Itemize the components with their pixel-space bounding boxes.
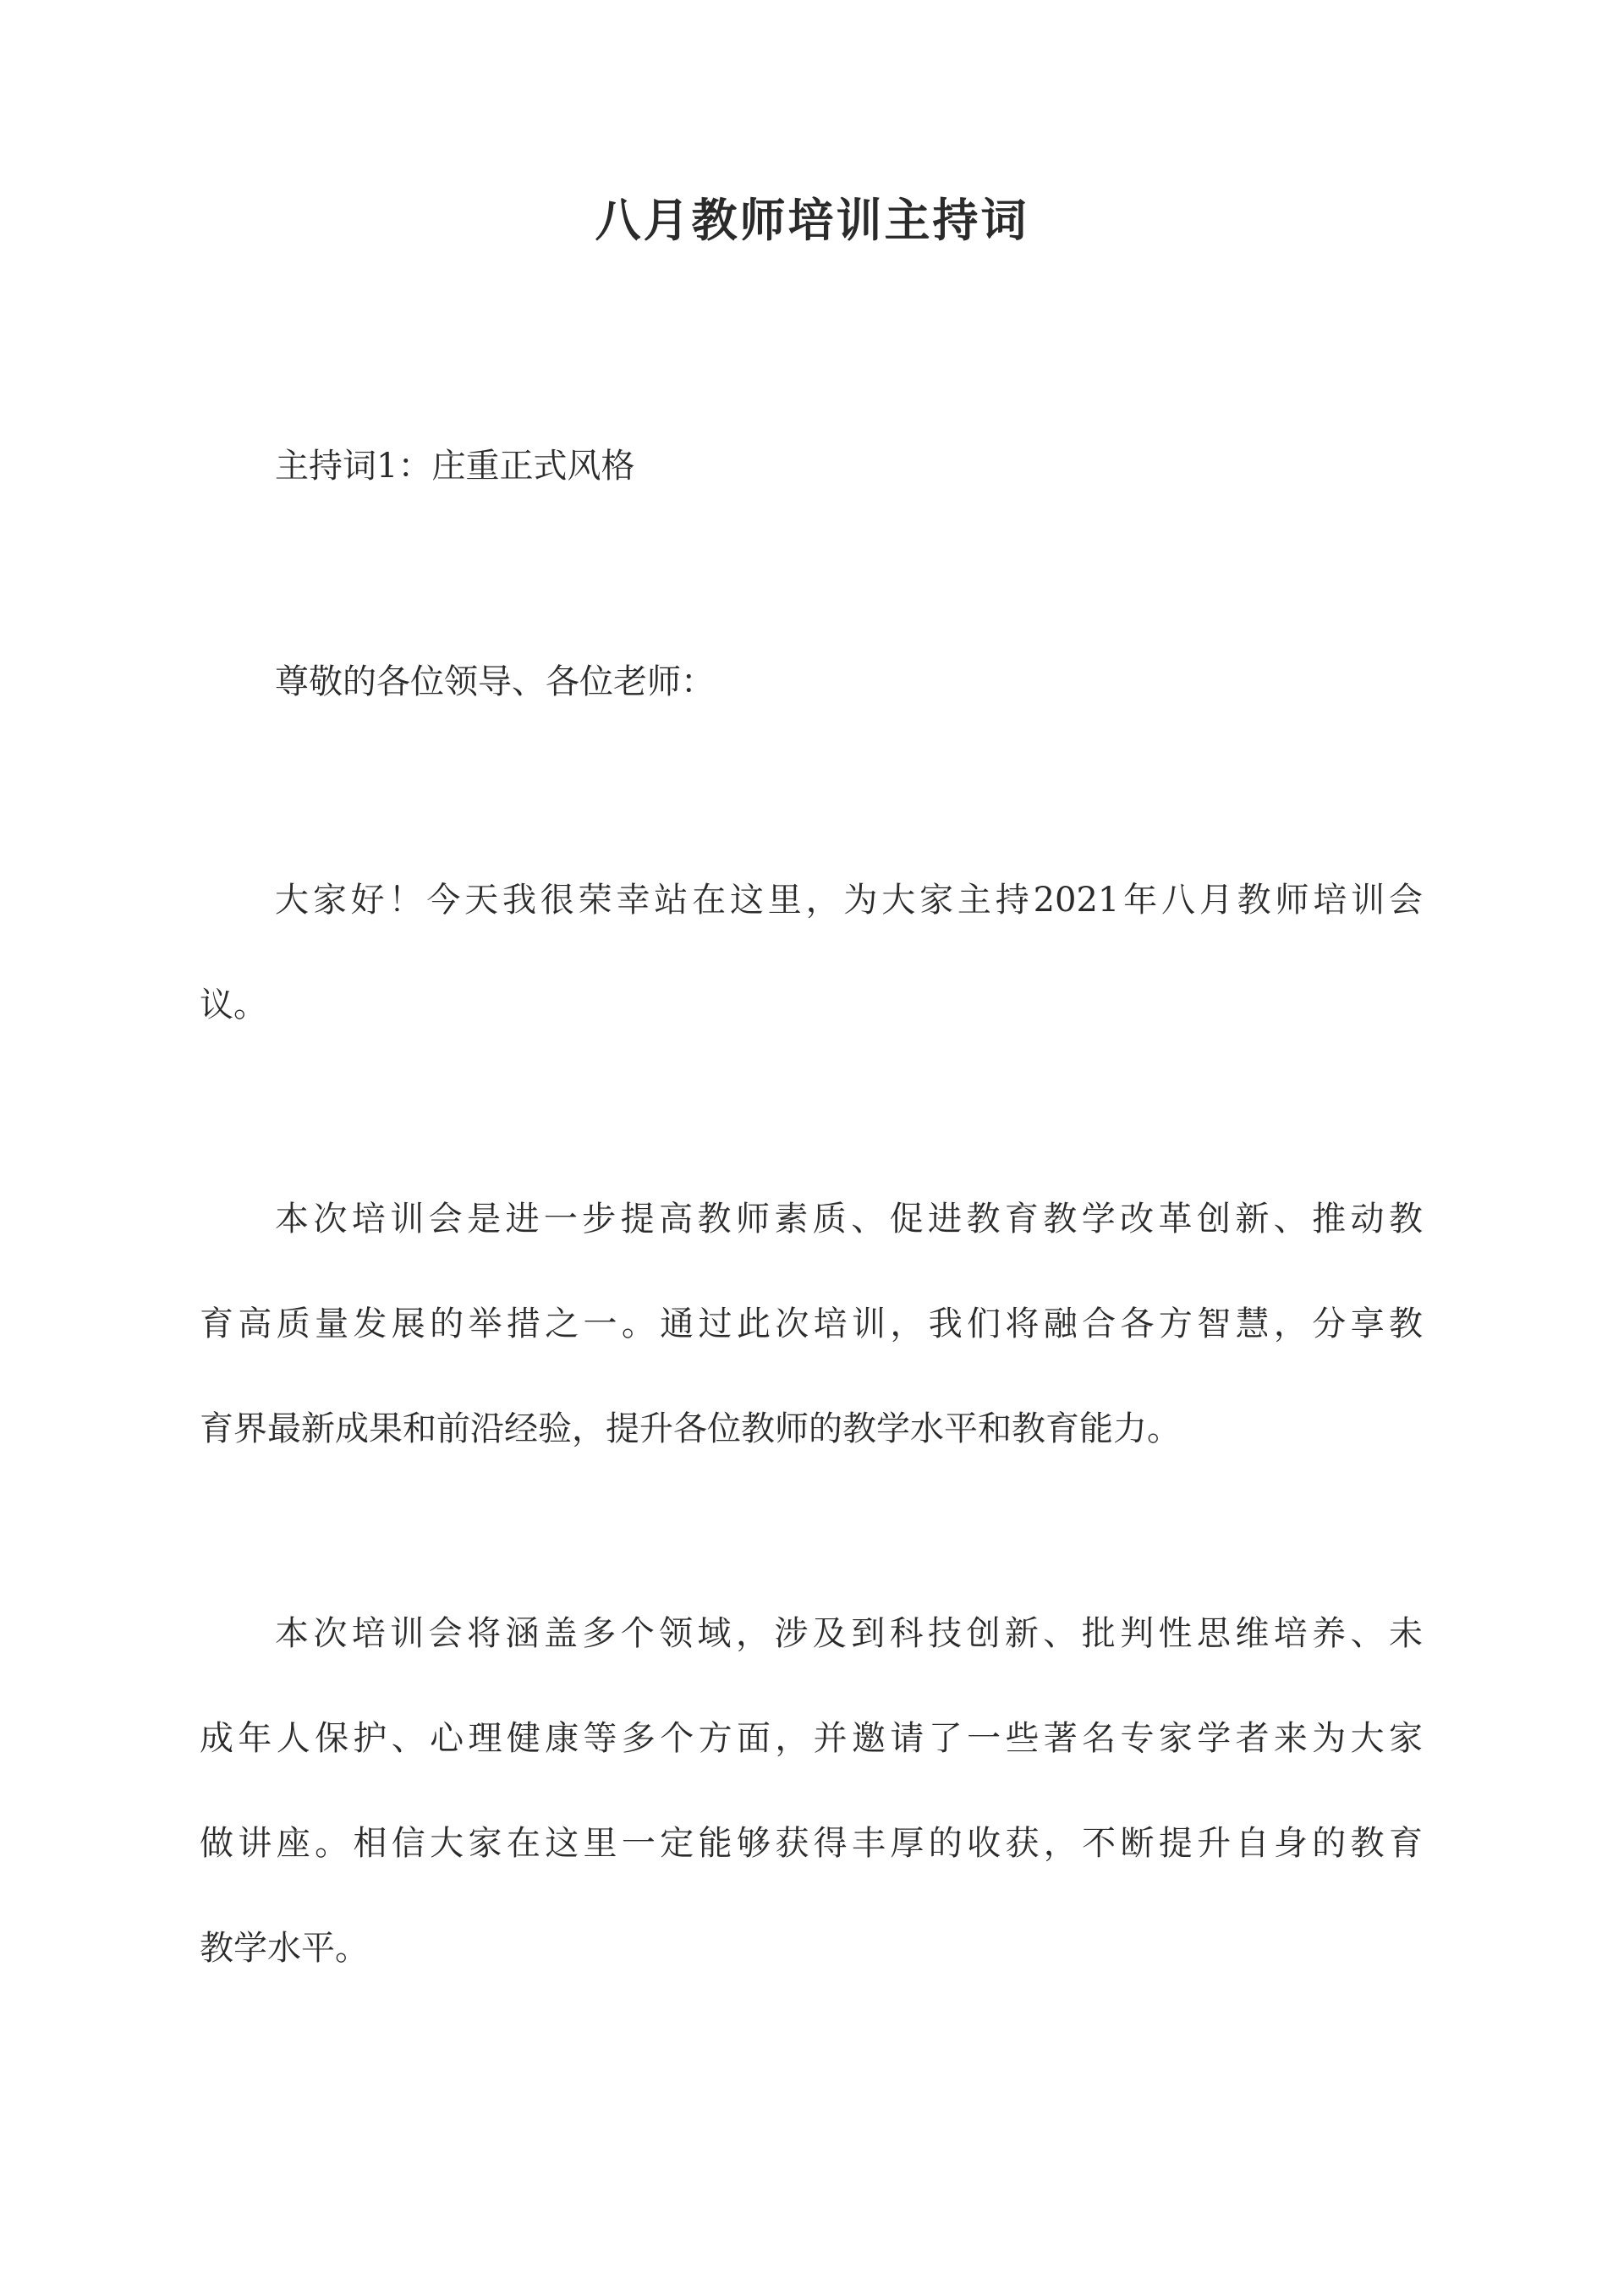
paragraph-line: 本次培训会是进一步提高教师素质、促进教育教学改革创新、推动教 — [275, 1200, 1423, 1239]
paragraph-line: 本次培训会将涵盖多个领域，涉及到科技创新、批判性思维培养、未 — [275, 1614, 1423, 1653]
salutation-text: 尊敬的各位领导、各位老师： — [275, 662, 715, 701]
paragraph-line: 议。 — [200, 986, 267, 1024]
paragraph-line: 做讲座。相信大家在这里一定能够获得丰厚的收获，不断提升自身的教育 — [200, 1824, 1423, 1863]
section-heading — [275, 446, 1498, 486]
section-heading-text: 主持词1：庄重正式风格 — [275, 447, 635, 486]
paragraph-line: 育高质量发展的举措之一。通过此次培训，我们将融合各方智慧，分享教 — [200, 1305, 1423, 1343]
paragraph-line: 育界最新成果和前沿经验，提升各位教师的教学水平和教育能力。 — [200, 1409, 1181, 1448]
paragraph-line: 教学水平。 — [200, 1929, 369, 1968]
paragraph-line: 成年人保护、心理健康等多个方面，并邀请了一些著名专家学者来为大家 — [200, 1719, 1423, 1758]
document-title: 八月教师培训主持词 — [595, 193, 1029, 247]
paragraph-greeting — [200, 880, 1423, 1032]
paragraph-content — [200, 1613, 1423, 1969]
paragraph-purpose — [200, 1199, 1423, 1453]
paragraph-line: 大家好！今天我很荣幸站在这里，为大家主持2021年八月教师培训会 — [275, 881, 1423, 920]
salutation — [275, 662, 1498, 702]
